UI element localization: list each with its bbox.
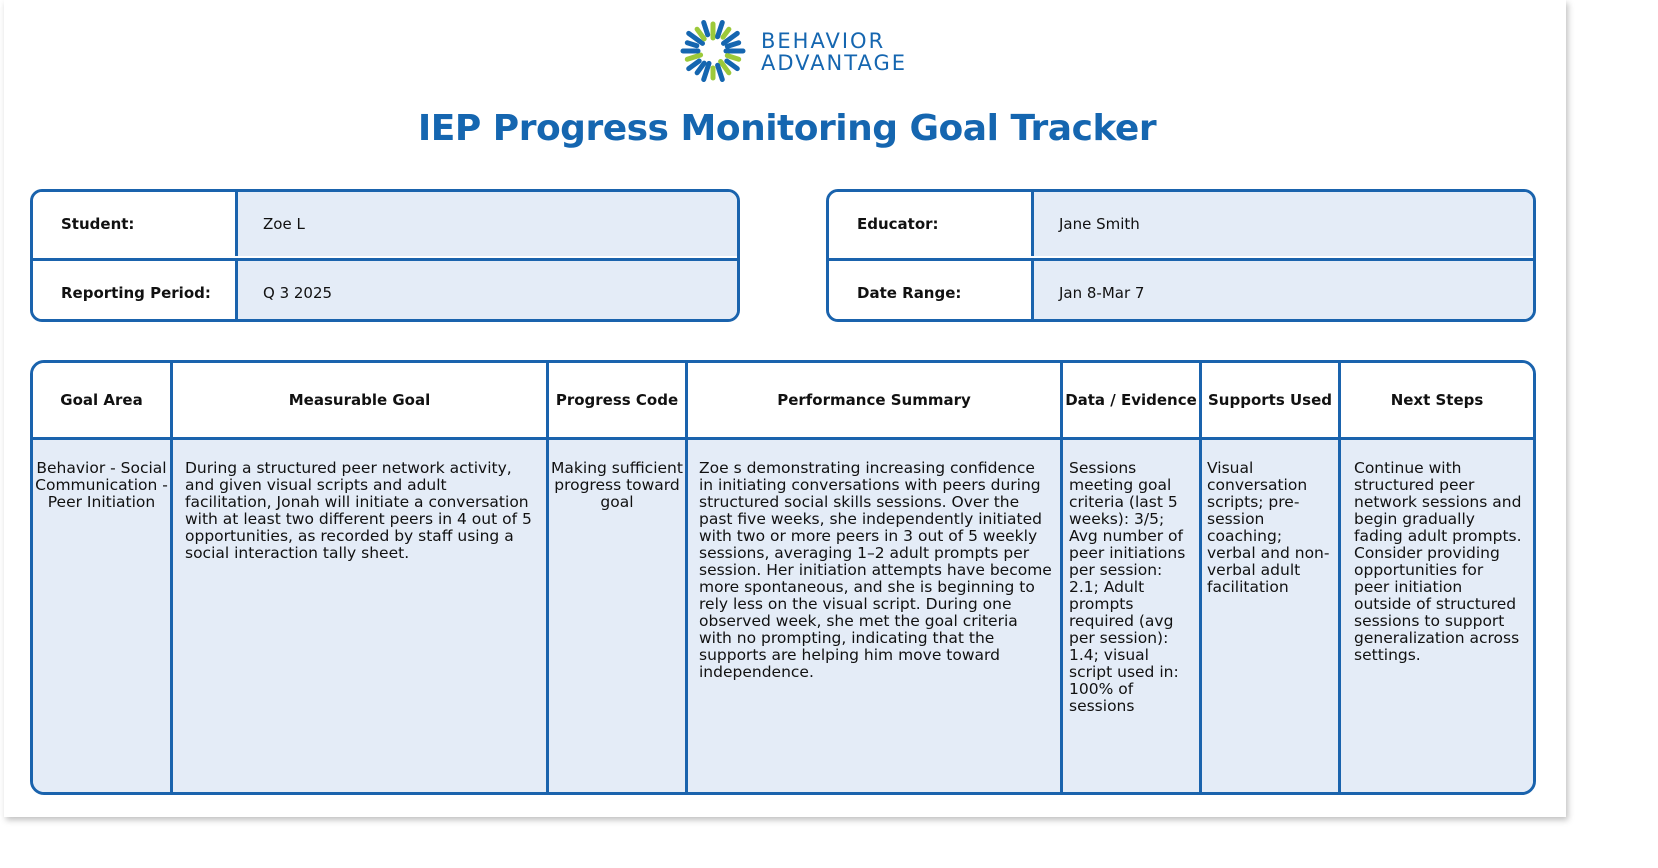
- cell-goal-area: Behavior - Social Communication - Peer Initiation: [33, 440, 173, 792]
- logo-ray: [727, 56, 738, 60]
- header-supports-used: Supports Used: [1202, 363, 1341, 437]
- student-row: [33, 192, 737, 256]
- header-next-steps: Next Steps: [1390, 391, 1484, 409]
- educator-value: Jane Smith: [1034, 192, 1533, 256]
- date-range-value: Jan 8-Mar 7: [1034, 261, 1533, 322]
- reporting-period-value: Q 3 2025: [238, 261, 737, 322]
- reporting-period-row: [33, 258, 737, 322]
- brand-name-line1: BEHAVIOR: [761, 29, 886, 53]
- date-range-label: Date Range:: [829, 261, 1034, 322]
- document-page: [4, 0, 1566, 817]
- reporting-period-label: Reporting Period:: [33, 261, 238, 322]
- logo-ray: [704, 23, 708, 35]
- cell-data-evidence: Sessions meeting goal criteria (last 5 weeks): 3/5; Avg number of peer initiations per session: 2.1; Adult prompts required (avg per session): 1.4; visual script used in: 100% of sessions: [1063, 440, 1202, 792]
- goal-tracker-table: [30, 360, 1536, 795]
- educator-info-box: [826, 189, 1536, 322]
- student-value: Zoe L: [238, 192, 737, 256]
- sunburst-logo-icon: [677, 16, 753, 86]
- table-header-row: [33, 363, 1533, 440]
- logo-ray: [718, 65, 723, 79]
- header-data-evidence: Data / Evidence: [1063, 363, 1202, 437]
- cell-progress-code: Making sufficient progress toward goal: [549, 440, 688, 792]
- logo-ray: [718, 23, 723, 37]
- cell-supports-used: Visual conversation scripts; pre-session coaching; verbal and non-verbal adult facilitation: [1202, 440, 1341, 792]
- table-row: [33, 440, 1533, 792]
- cell-next-steps: Continue with structured peer network sessions and begin gradually fading adult prompts. Consider providing opportunities for peer initiation outside of structured sessions to support generalization across settings.: [1354, 459, 1522, 664]
- header-progress-code: Progress Code: [549, 363, 688, 437]
- brand-name: [761, 30, 907, 74]
- logo-ray: [727, 61, 738, 69]
- header-goal-area: Goal Area: [33, 363, 173, 437]
- page-title: IEP Progress Monitoring Goal Tracker: [417, 108, 1157, 149]
- header-performance-summary: Performance Summary: [688, 363, 1063, 437]
- student-label: Student:: [33, 192, 238, 256]
- logo-ray: [723, 29, 729, 37]
- educator-label: Educator:: [829, 192, 1034, 256]
- logo-ray: [687, 43, 697, 46]
- logo-ray: [727, 43, 738, 47]
- header-measurable-goal: Measurable Goal: [173, 363, 549, 437]
- brand-name-line2: ADVANTAGE: [761, 51, 907, 75]
- logo-ray: [689, 61, 700, 69]
- cell-measurable-goal: During a structured peer network activity, and given visual scripts and adult facilitation, Jonah will initiate a conversation with at least two different peers in 4 out of 5 opportunities, as recorded by staff using a social interaction tally sheet.: [173, 440, 549, 792]
- date-range-row: [829, 258, 1533, 322]
- cell-performance-summary: Zoe s demonstrating increasing confidence in initiating conversations with peers during structured social skills sessions. Over the past five weeks, she independently initiated with two or more peers in 3 out of 5 weekly sessions, averaging 1–2 adult prompts per session. Her initiation attempts have become more spontaneous, and she is beginning to rely less on the visual script. During one observed week, she met the goal criteria with no prompting, indicating that the supports are helping him move toward independence.: [688, 440, 1063, 792]
- educator-row: [829, 192, 1533, 256]
- student-info-box: [30, 189, 740, 322]
- brand-logo: [677, 16, 907, 86]
